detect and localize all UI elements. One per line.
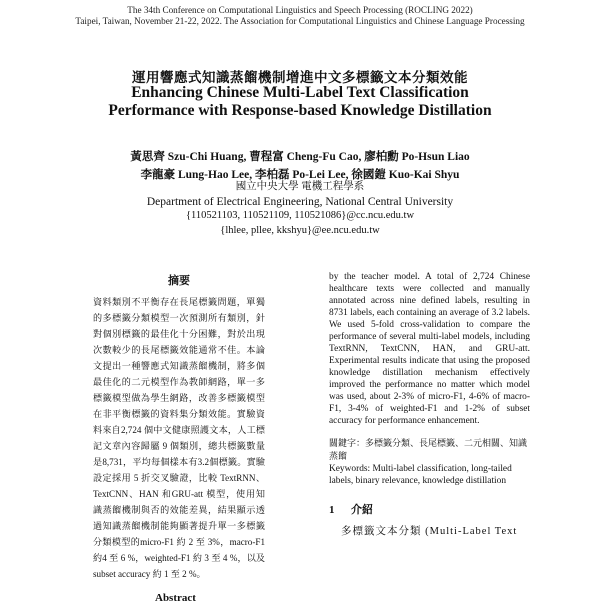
conference-header [0,5,600,27]
section-heading-introduction [329,501,530,517]
title-chinese: 運用響應式知識蒸餾機制增進中文多標籤文本分類效能 [132,70,468,85]
section-title: 介紹 [351,504,373,516]
keywords-english: Keywords: Multi-label classification, long-tailed labels, binary relevance, knowledge distillation [329,464,512,486]
author-list [0,148,600,184]
affiliation-department: Department of Electrical Engineering, National Central University [146,195,454,208]
author-line-1: 黃思齊 Szu-Chi Huang, 曹程富 Cheng-Fu Cao, 廖柏勳 Po-Hsun Liao [130,151,470,163]
abstract-zh-heading: 摘要 [168,275,190,287]
affiliation-email-2: {lhlee, pllee, kkshyu}@ee.ncu.edu.tw [220,224,380,236]
right-column [329,271,530,539]
left-column [93,272,265,582]
abstract-en-heading: Abstract [155,592,196,604]
abstract-zh-text: 資料類別不平衡存在長尾標籤問題，單獨的多標籤分類模型一次預測所有類別，針對個別標籤的最佳化十分困難，對於出現次數較少的長尾標籤效能通常不佳。本論文提出一種響應式知識蒸餾機制，將多個最佳化的二元模型作為教師網路，單一多標籤模型做為學生網路，改善多標籤模型在非平衡標籤的資料集分類效能。實驗資料來自2,724 個中文健康照護文本，人工標記文章內容歸屬 9 個類別，總共標籤數量是8,731，平均每個樣本有3.2個標籤。實驗設定採用 5 折交叉驗證，比較 TextRNN、TextCNN、HAN 和GRU-att 模型，使用知識蒸餾機制與否的效能差異，結果顯示透過知識蒸餾機制能夠顯著提升單一多標籤分類模型的micro-F1 約 2 至 3%，macro-F1 約4 至 6 %，weighted-F1 約 3 至 4 %，以及subset accuracy 約 1 至 2 %。 [93,297,265,579]
affiliation-chinese: 國立中央大學 電機工程學系 [235,181,365,192]
title-english [0,84,600,120]
keywords-chinese: 關鍵字：多標籤分類、長尾標籤、二元相關、知識蒸餾 [329,438,528,461]
affiliation-block [0,180,600,238]
introduction-text: 多標籤文本分類 (Multi-Label Text [341,526,518,537]
title-english-line-1: Enhancing Chinese Multi-Label Text Classification [131,84,469,101]
author-line-2: 李龍豪 Lung-Hao Lee, 李柏磊 Po-Lei Lee, 徐國鎧 Kuo-Kai Shyu [140,169,460,181]
section-number: 1 [329,504,335,516]
affiliation-email-1: {110521103, 110521109, 110521086}@cc.ncu.edu.tw [185,210,415,221]
conference-line-1: The 34th Conference on Computational Linguistics and Speech Processing (ROCLING 2022) [127,5,473,15]
abstract-en-text: by the teacher model. A total of 2,724 Chinese healthcare texts were collected and manually annotated across nine defined labels, resulting in 8731 labels, each containing an average of 3.2 labels. We used 5-fold cross-validation to compare the performance of several multi-label models, including TextRNN, TextCNN, HAN, and GRU-att. Experimental results indicate that using the proposed knowledge distillation mechanism effectively improved the performance no matter which model was used, about 2-3% of micro-F1, 4-6% of macro-F1, 3-4% of weighted-F1 and 1-2% of subset accuracy for performance enhancement. [329,272,530,426]
conference-line-2: Taipei, Taiwan, November 21-22, 2022. The Association for Computational Linguistics and Chinese Language Processing [75,16,525,26]
title-english-line-2: Performance with Response-based Knowledge Distillation [108,102,492,119]
